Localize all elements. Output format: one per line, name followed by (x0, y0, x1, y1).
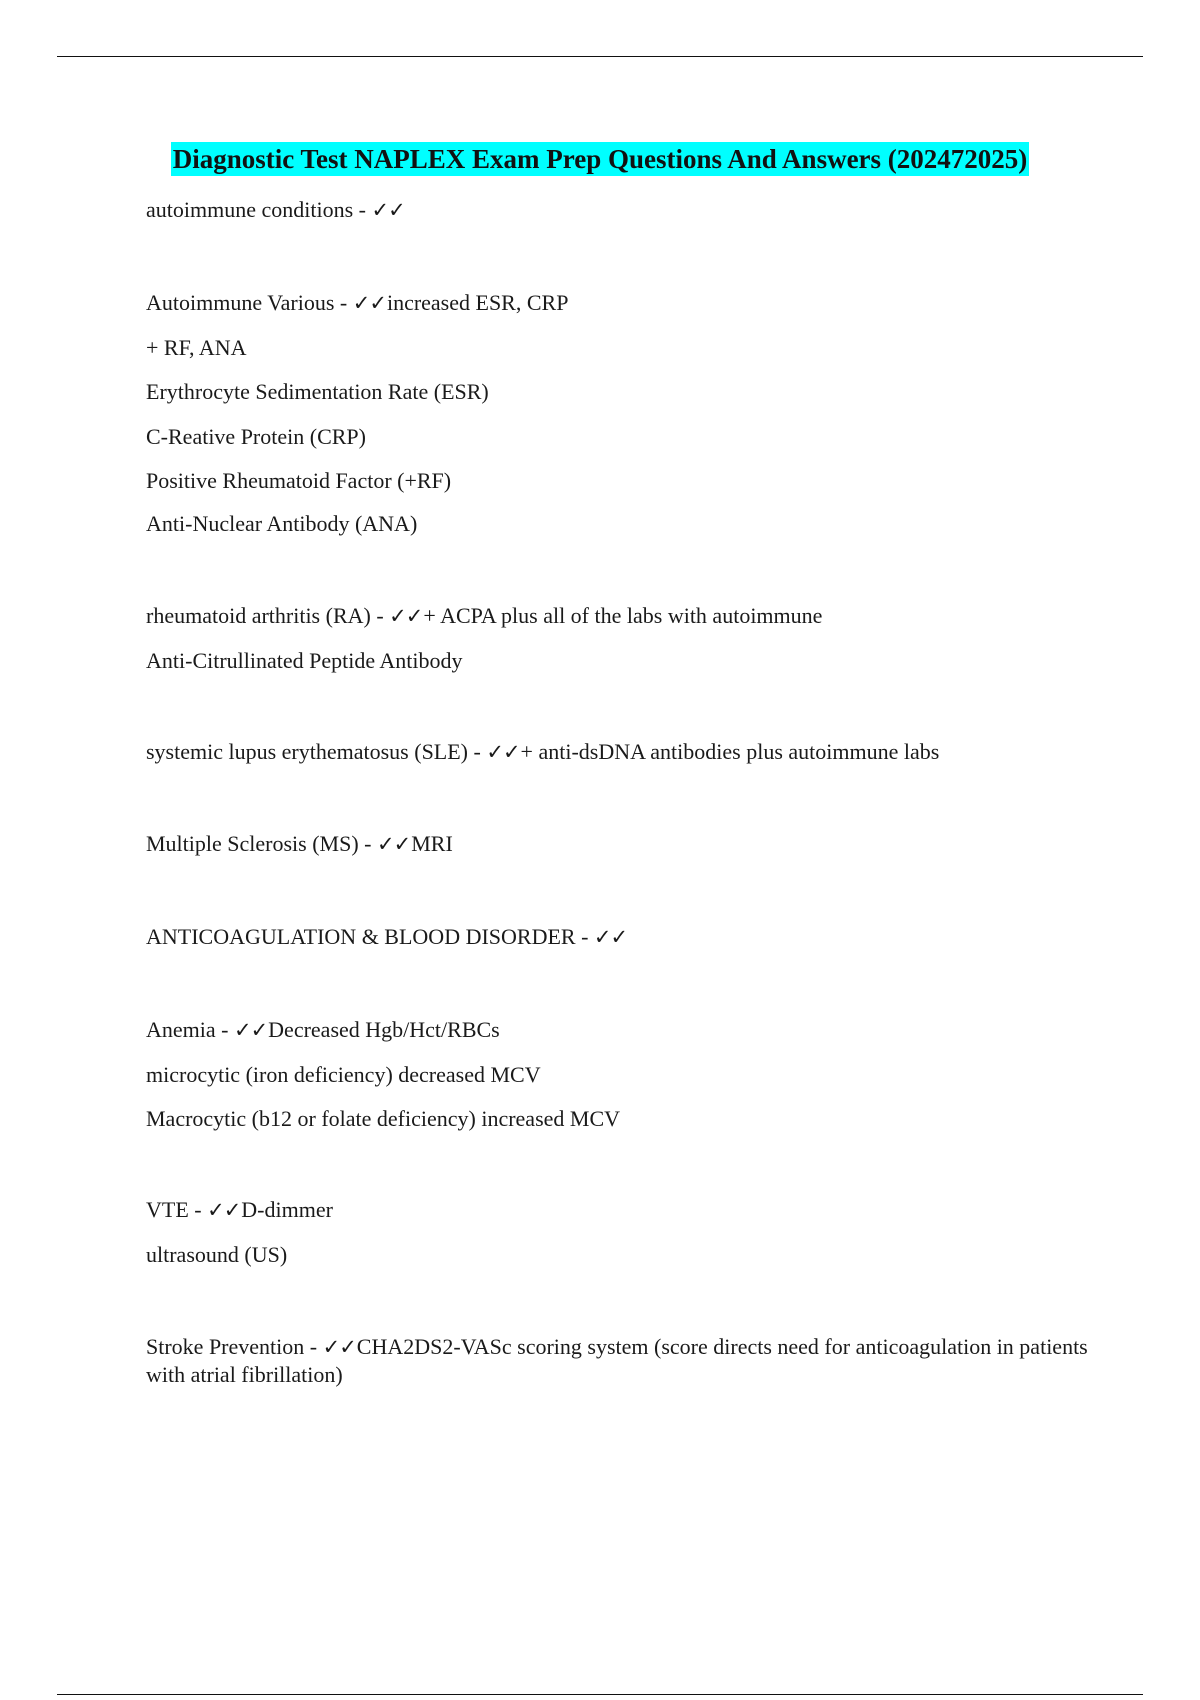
entry-line (146, 738, 1106, 766)
entry-line (146, 289, 1106, 317)
entry-line (146, 830, 1106, 858)
entry-detail: ultrasound (US) (146, 1242, 288, 1267)
entry-answer: D-dimmer (241, 1197, 333, 1222)
entry-line (146, 1196, 1106, 1224)
footer-rule (57, 1694, 1143, 1695)
entry-line (146, 1333, 1106, 1389)
entry-answer: MRI (411, 831, 453, 856)
entry-line (146, 602, 1106, 630)
entry-line (146, 1016, 1106, 1044)
entry-detail: Erythrocyte Sedimentation Rate (ESR) (146, 379, 489, 404)
document-title: Diagnostic Test NAPLEX Exam Prep Questions And Answers (202472025) (172, 144, 1028, 174)
entry-term: systemic lupus erythematosus (SLE) - (146, 739, 487, 764)
entry-line (146, 923, 1106, 951)
entry-answer: CHA2DS2-VASc scoring system (score directs need for anticoagulation in patients with atrial fibrillation) (146, 1334, 1088, 1387)
double-check-icon: ✓✓ (233, 1018, 268, 1042)
entry-answer: + ACPA plus all of the labs with autoimmune (423, 603, 823, 628)
entry-detail: microcytic (iron deficiency) decreased MCV (146, 1062, 541, 1087)
entry-detail: Positive Rheumatoid Factor (+RF) (146, 468, 452, 493)
double-check-icon: ✓✓ (352, 291, 386, 315)
entry-term: autoimmune conditions - (146, 197, 372, 222)
double-check-icon: ✓✓ (207, 1198, 241, 1222)
double-check-icon: ✓✓ (593, 925, 628, 949)
entry-term: VTE - (146, 1197, 208, 1222)
header-rule (57, 56, 1143, 57)
entry-term: Multiple Sclerosis (MS) - (146, 831, 377, 856)
entry-detail: + RF, ANA (146, 335, 247, 360)
entry-term: ANTICOAGULATION & BLOOD DISORDER - (146, 924, 594, 949)
title-block (0, 142, 1200, 176)
entry-answer: + anti-dsDNA antibodies plus autoimmune labs (520, 739, 940, 764)
double-check-icon: ✓✓ (371, 198, 405, 222)
entry-term: Stroke Prevention - (146, 1334, 323, 1359)
entry-term: Autoimmune Various - (146, 290, 353, 315)
double-check-icon: ✓✓ (322, 1335, 356, 1359)
double-check-icon: ✓✓ (377, 832, 411, 856)
entry-detail: Macrocytic (b12 or folate deficiency) increased MCV (146, 1106, 621, 1131)
entry-detail: Anti-Citrullinated Peptide Antibody (146, 648, 463, 673)
entry-answer: increased ESR, CRP (386, 290, 569, 315)
entry-line (146, 196, 1106, 224)
entry-answer: Decreased Hgb/Hct/RBCs (268, 1017, 500, 1042)
entry-detail: Anti-Nuclear Antibody (ANA) (146, 511, 418, 536)
double-check-icon: ✓✓ (389, 604, 423, 628)
entry-term: Anemia - (146, 1017, 234, 1042)
entry-detail: C-Reative Protein (CRP) (146, 424, 366, 449)
entry-term: rheumatoid arthritis (RA) - (146, 603, 390, 628)
double-check-icon: ✓✓ (486, 740, 520, 764)
